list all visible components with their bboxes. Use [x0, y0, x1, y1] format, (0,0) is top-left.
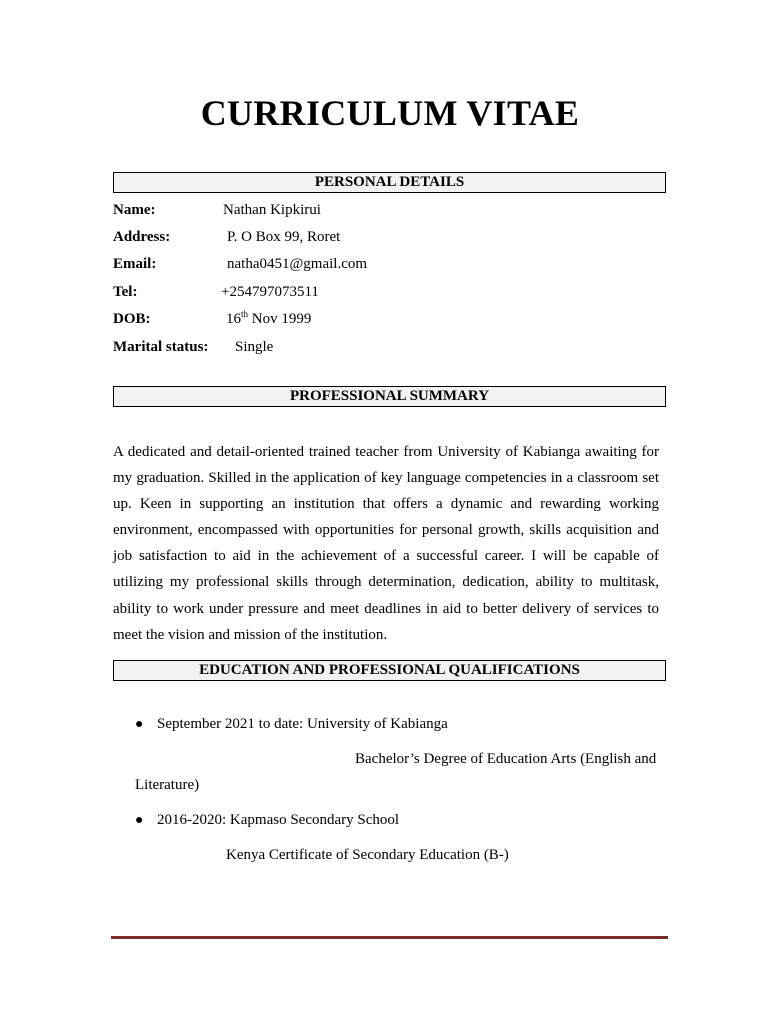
email-value: natha0451@gmail.com: [227, 256, 368, 272]
education-item-detail-continued: Literature): [135, 777, 200, 793]
dob-label: DOB:: [113, 311, 151, 327]
dob-ordinal-suffix: th: [241, 309, 249, 319]
professional-summary-paragraph: A dedicated and detail-oriented trained teacher from University of Kabianga awaiting for my graduation. Skilled in the application of key language competencies in a classroom set up. Keen in supporting an institution that offers a dynamic and rewarding working environment, encompassed with opportunities for personal growth, skills acquisition and job satisfaction to aid in the achievement of a successful career. I will be capable of utilizing my professional skills through determination, dedication, ability to multitask, ability to work under pressure and meet deadlines in aid to better delivery of services to meet the vision and mission of the institution.: [113, 444, 659, 643]
name-value: Nathan Kipkirui: [223, 202, 321, 218]
marital-status-label: Marital status:: [113, 339, 209, 355]
bullet-icon: ●: [135, 813, 144, 828]
dob-month-year: Nov 1999: [248, 311, 312, 327]
education-item-heading: 2016-2020: Kapmaso Secondary School: [157, 812, 400, 828]
section-heading-personal-details: PERSONAL DETAILS: [113, 172, 666, 193]
education-item-detail: Kenya Certificate of Secondary Education (B-): [226, 847, 509, 863]
tel-label: Tel:: [113, 284, 138, 300]
education-item-detail: Bachelor’s Degree of Education Arts (English and: [355, 751, 657, 767]
dob-value: [226, 311, 311, 328]
dob-day: 16: [226, 311, 241, 327]
email-label: Email:: [113, 256, 157, 272]
address-value: P. O Box 99, Roret: [227, 229, 341, 245]
footer-rule: [111, 936, 668, 939]
document-title: CURRICULUM VITAE: [200, 93, 580, 133]
marital-status-value: Single: [235, 339, 274, 355]
section-heading-education: EDUCATION AND PROFESSIONAL QUALIFICATIONS: [113, 660, 666, 681]
address-label: Address:: [113, 229, 171, 245]
tel-value: +254797073511: [221, 284, 319, 300]
section-heading-professional-summary: PROFESSIONAL SUMMARY: [113, 386, 666, 407]
bullet-icon: ●: [135, 717, 144, 732]
education-item-heading: September 2021 to date: University of Kabianga: [157, 716, 448, 732]
name-label: Name:: [113, 202, 156, 218]
